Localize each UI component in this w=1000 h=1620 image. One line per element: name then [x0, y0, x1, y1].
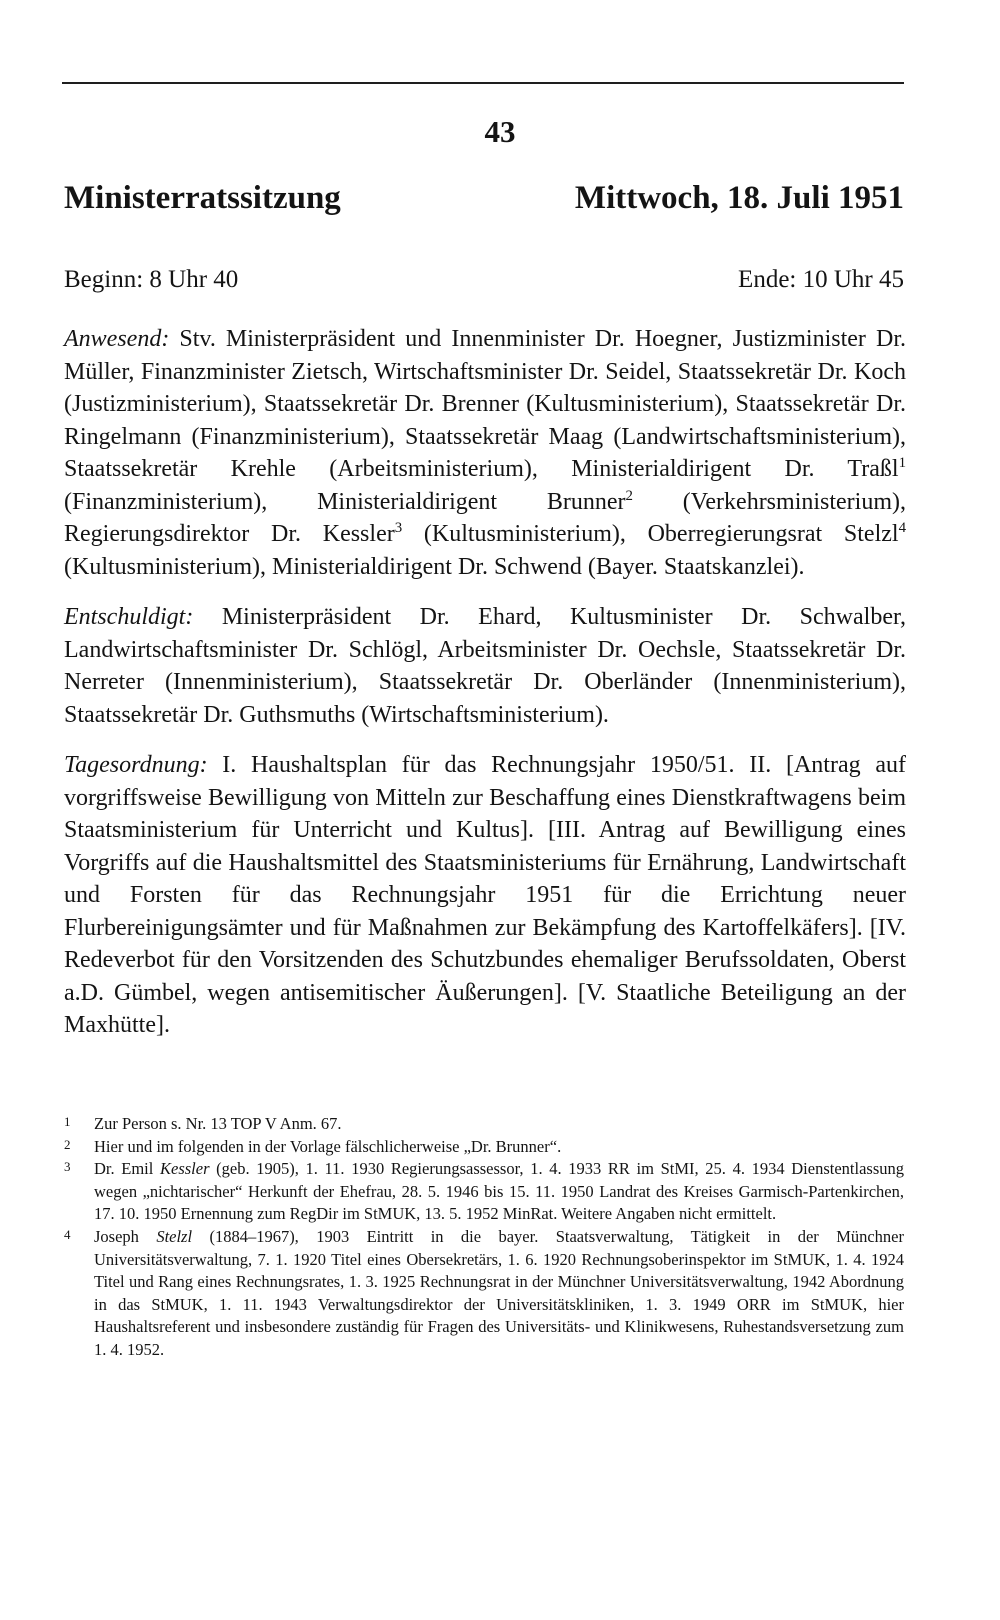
- attendees-text-3: (Verkehrsministerium), Regierungsdirektor Dr. Kessler: [64, 488, 907, 547]
- attendees-paragraph: [64, 323, 906, 583]
- footnotes: [64, 1113, 904, 1362]
- footnote-text-pre: Dr. Emil: [94, 1159, 161, 1179]
- footnote-marker-4[interactable]: 4: [898, 520, 906, 536]
- footnote-text-post: (1884–1967), 1903 Eintritt in die bayer. Staatsverwaltung, Tätigkeit in der Münchner Universitätsverwaltung, 7. 1. 1920 Titel eines Obersekretärs, 1. 6. 1920 Rechnungsoberinspektor im StMUK, 1. 4. 1924 Titel und Rang eines Rechnungsrates, 1. 3. 1925 Rechnungsrat in der Münchner Universitätsverwaltung, 1942 Abordnung in das StMUK, 1. 11. 1943 Verwaltungsdirektor der Universitätskliniken, 1. 3. 1949 ORR im StMUK, hier Haushaltsreferent und insbesondere zuständig für Fragen des Universitäts- und Klinikwesens, Ruhestandsversetzung zum 1. 4. 1952.: [94, 1226, 905, 1359]
- footnote-text: [94, 1158, 904, 1226]
- meeting-times: [64, 266, 904, 294]
- end-time: Ende: 10 Uhr 45: [738, 266, 904, 293]
- footnote-person-name: Stelzl: [156, 1226, 193, 1246]
- main-text: [64, 323, 906, 1060]
- document-title: Ministerratssitzung: [64, 180, 341, 216]
- document-number: 43: [484, 114, 516, 149]
- absent-paragraph: [64, 601, 906, 731]
- attendees-text-4: (Kultusministerium), Oberregierungsrat Stelzl: [402, 521, 899, 547]
- attendees-text-1: Stv. Ministerpräsident und Innenminister Dr. Hoegner, Justizminister Dr. Müller, Finanzminister Zietsch, Wirtschaftsminister Dr. Seidel, Staatssekretär Dr. Koch (Justizministerium), Staatssekretär Dr. Brenner (Kultusministerium), Staatssekretär Dr. Ringelmann (Finanzministerium), Staatssekretär Maag (Landwirtschaftsministerium), Staatssekretär Krehle (Arbeitsministerium), Ministerialdirigent Dr. Traßl: [64, 326, 906, 482]
- footnote-3: [64, 1158, 904, 1226]
- absent-label: Entschuldigt:: [64, 604, 194, 630]
- footnote-text: [94, 1226, 904, 1362]
- agenda-label: Tagesordnung:: [64, 752, 208, 778]
- headline: [64, 180, 904, 217]
- footnote-text: Hier und im folgenden in der Vorlage fälschlicherweise „Dr. Brunner“.: [94, 1136, 562, 1156]
- document-date: Mittwoch, 18. Juli 1951: [574, 180, 904, 216]
- footnote-marker-1[interactable]: 1: [898, 455, 906, 471]
- footnote-text-post: (geb. 1905), 1. 11. 1930 Regierungsassessor, 1. 4. 1933 RR im StMI, 25. 4. 1934 Dienstentlassung wegen „nichtarischer“ Herkunft der Ehefrau, 28. 5. 1946 bis 15. 11. 1950 Landrat des Kreises Garmisch-Partenkirchen, 17. 10. 1950 Ernennung zum RegDir im StMUK, 13. 5. 1952 MinRat. Weitere Angaben nicht ermittelt.: [94, 1159, 904, 1224]
- footnote-number: 1: [64, 1114, 71, 1129]
- footnote-number: 3: [64, 1159, 71, 1175]
- footnote-4: [64, 1226, 904, 1362]
- footnote-person-name: Kessler: [160, 1159, 210, 1179]
- begin-time: Beginn: 8 Uhr 40: [64, 266, 239, 293]
- absent-text: Ministerpräsident Dr. Ehard, Kultusminister Dr. Schwalber, Landwirtschaftsminister Dr. Schlögl, Arbeitsminister Dr. Oechsle, Staatssekretär Dr. Nerreter (Innenministerium), Staatssekretär Dr. Oberländer (Innenministerium), Staatssekretär Dr. Guthsmuths (Wirtschaftsministerium).: [64, 604, 906, 728]
- footnote-2: [64, 1136, 904, 1159]
- header-rule: [62, 82, 904, 84]
- footnote-number: 2: [64, 1136, 71, 1152]
- footnote-text-pre: Joseph: [94, 1226, 157, 1246]
- attendees-label: Anwesend:: [64, 326, 170, 352]
- footnote-marker-2[interactable]: 2: [625, 487, 633, 504]
- attendees-text-2: (Finanzministerium), Ministerialdirigent Brunner: [64, 488, 626, 515]
- footnote-1: [64, 1113, 904, 1136]
- attendees-text-5: (Kultusministerium), Ministerialdirigent Dr. Schwend (Bayer. Staatskanzlei).: [64, 553, 805, 580]
- agenda-paragraph: [64, 749, 906, 1042]
- footnote-marker-3[interactable]: 3: [394, 520, 403, 536]
- footnote-text: Zur Person s. Nr. 13 TOP V Anm. 67.: [94, 1114, 342, 1133]
- agenda-text: I. Haushaltsplan für das Rechnungsjahr 1950/51. II. [Antrag auf vorgriffsweise Bewilligung von Mitteln zur Beschaffung eines Dienstkraftwagens beim Staatsministerium für Unterricht und Kultus]. [III. Antrag auf Bewilligung eines Vorgriffs auf die Haushaltsmittel des Staatsministeriums für Ernährung, Landwirtschaft und Forsten für das Rechnungsjahr 1951 für die Errichtung neuer Flurbereinigungsämter und für Maßnahmen zur Bekämpfung des Kartoffelkäfers]. [IV. Redeverbot für den Vorsitzenden des Schutzbundes ehemaliger Berufssoldaten, Oberst a.D. Gümbel, wegen antisemitischer Äußerungen]. [V. Staatliche Beteiligung an der Maxhütte].: [64, 752, 906, 1038]
- footnote-number: 4: [64, 1226, 71, 1242]
